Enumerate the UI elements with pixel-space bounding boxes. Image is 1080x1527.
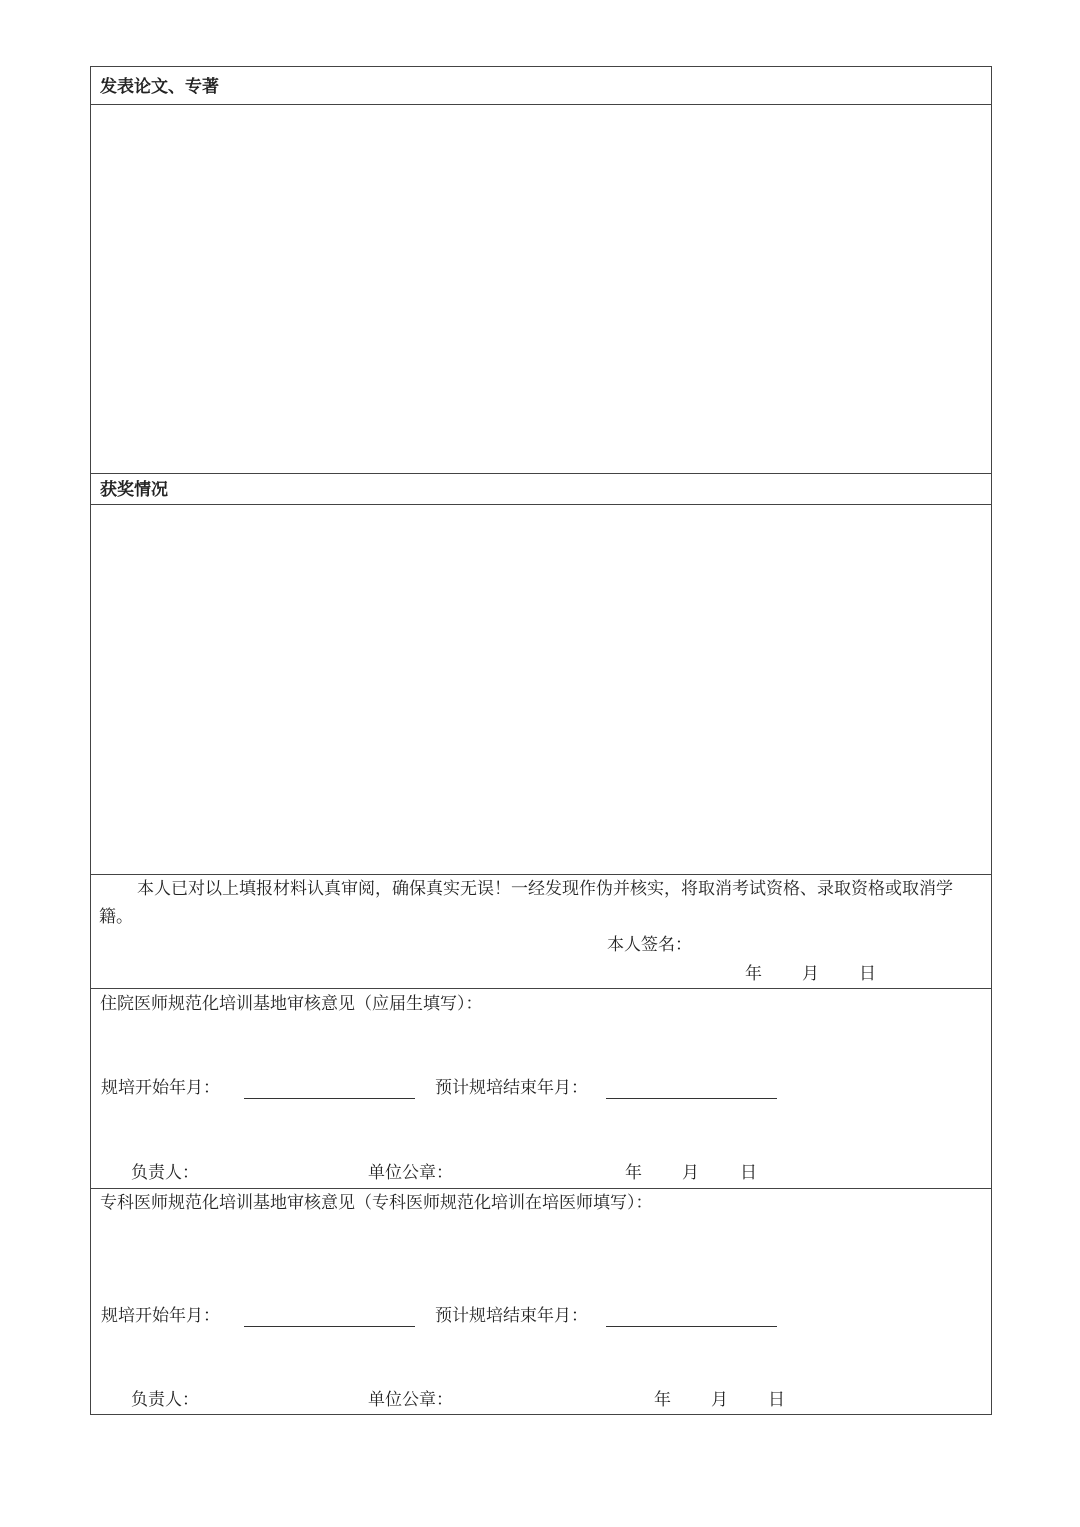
- papers-section-title: 发表论文、专著: [100, 77, 219, 97]
- specialist-start-label: 规培开始年月：: [101, 1306, 220, 1326]
- signature-label: 本人签名：: [607, 935, 692, 955]
- application-form-table: [90, 66, 992, 1415]
- divider: [91, 473, 991, 474]
- declaration-text: 本人已对以上填报材料认真审阅，确保真实无误！一经发现作伪并核实，将取消考试资格、录取资格或取消学籍。: [99, 879, 953, 927]
- specialist-responsible-label: 负责人：: [131, 1390, 199, 1410]
- resident-month: 月: [682, 1163, 699, 1183]
- signature-field[interactable]: [701, 929, 971, 957]
- specialist-end-label: 预计规培结束年月：: [435, 1306, 588, 1326]
- resident-end-label: 预计规培结束年月：: [435, 1078, 588, 1098]
- resident-start-label: 规培开始年月：: [101, 1078, 220, 1098]
- awards-section-title: 获奖情况: [100, 480, 168, 500]
- specialist-day: 日: [768, 1390, 785, 1410]
- resident-review-comment-area[interactable]: [91, 1017, 991, 1065]
- resident-end-field[interactable]: [606, 1098, 777, 1099]
- declaration-month: 月: [802, 964, 819, 984]
- resident-day: 日: [740, 1163, 757, 1183]
- specialist-review-comment-area[interactable]: [91, 1217, 991, 1293]
- specialist-month: 月: [711, 1390, 728, 1410]
- papers-content-area[interactable]: [91, 105, 991, 473]
- specialist-seal-label: 单位公章：: [368, 1390, 453, 1410]
- divider: [91, 1188, 991, 1189]
- declaration-day: 日: [859, 964, 876, 984]
- specialist-review-title: 专科医师规范化培训基地审核意见（专科医师规范化培训在培医师填写）：: [100, 1193, 653, 1213]
- declaration-year: 年: [745, 964, 762, 984]
- resident-review-title: 住院医师规范化培训基地审核意见（应届生填写）：: [100, 994, 483, 1014]
- resident-responsible-label: 负责人：: [131, 1163, 199, 1183]
- specialist-year: 年: [654, 1390, 671, 1410]
- resident-year: 年: [625, 1163, 642, 1183]
- specialist-start-field[interactable]: [244, 1326, 415, 1327]
- specialist-end-field[interactable]: [606, 1326, 777, 1327]
- resident-seal-label: 单位公章：: [368, 1163, 453, 1183]
- resident-start-field[interactable]: [244, 1098, 415, 1099]
- awards-content-area[interactable]: [91, 505, 991, 873]
- divider: [91, 988, 991, 989]
